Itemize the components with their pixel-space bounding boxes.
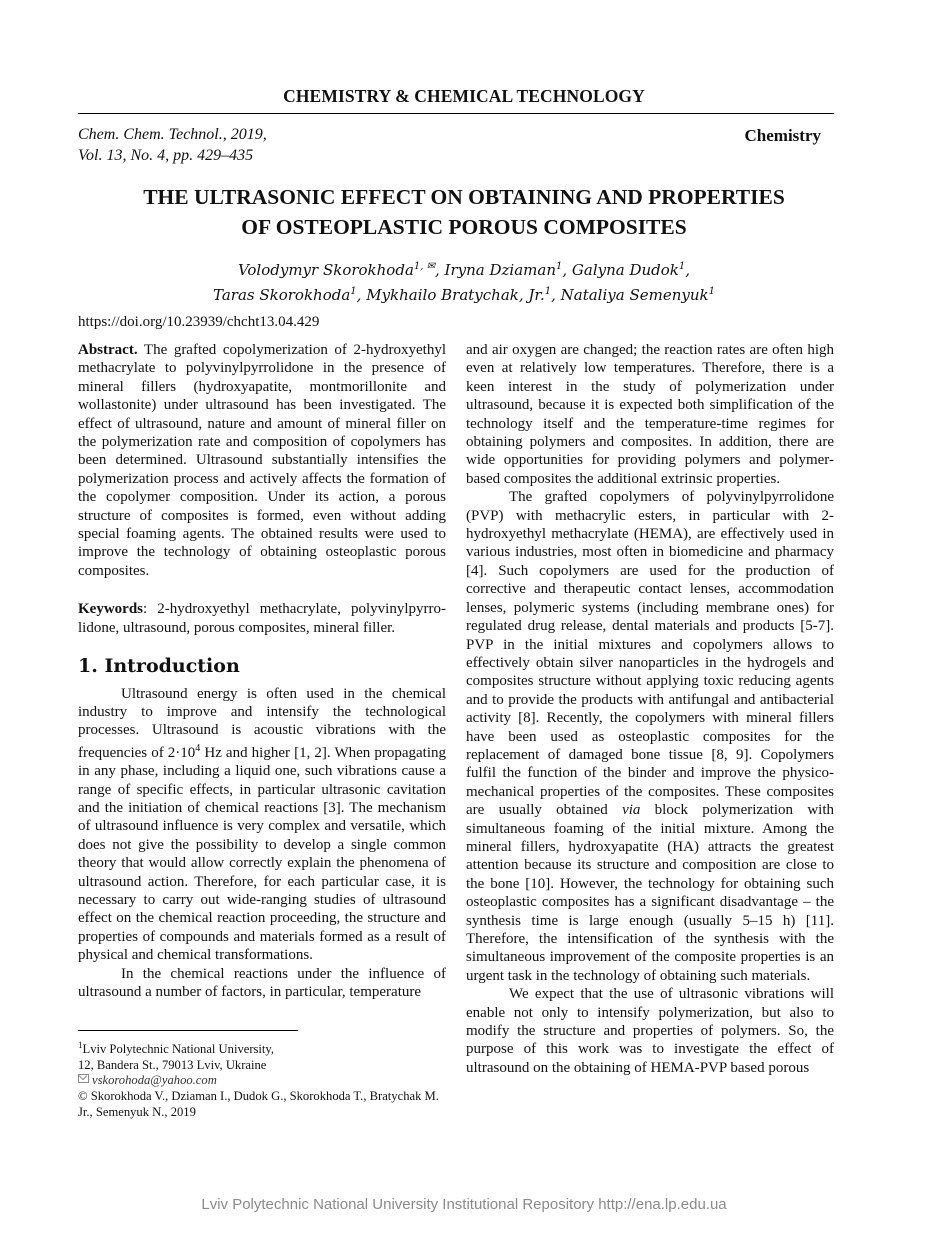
body-paragraph-3: We expect that the use of ultrasonic vibrations will enable not only to intensify polymerization, but also to modify the structure and properties of polymers. So, the purpose of this work was to investigate the effect of ultrasound on the obtaining of HEMA-PVP based porous (466, 986, 834, 1076)
intro-text: Ultrasound energy is often used in the chemical industry to improve and intensify the technological processes. Ultrasound is acoustic vibrations with the frequencies of 2·10 (78, 685, 446, 761)
copyright-line: © Skorokhoda V., Dziaman I., Dudok G., Skorokhoda T., Bratychak M. Jr., Semenyuk N., 2019 (78, 1088, 439, 1119)
left-column (78, 341, 446, 1001)
title-line-1: THE ULTRASONIC EFFECT ON OBTAINING AND PROPERTIES (143, 185, 785, 209)
footnote-rule (78, 1030, 298, 1031)
author-name: Volodymyr Skorokhoda (237, 261, 414, 279)
affiliation-text: Lviv Polytechnic National University, (82, 1042, 275, 1057)
paper-title (60, 182, 868, 242)
body-text: The grafted copolymers of polyvinylpyrrolidone (PVP) with methacrylic esters, in particular with 2-hydroxyethyl methacrylate (HEMA), are effectively used in various industries, most often in biomedicine and pharmacy [4]. Such copolymers are used for the production of corrective and therapeutic contact lenses, accommodation lenses, polymeric systems (including membrane ones) for regulated drug release, dental materials and products [5-7]. PVP in the initial mixtures and copolymers allows to effectively obtain silver nanoparticles in the hydrogels and composites structure without applying toxic reducing agents and to provide the products with antifungal and antibacterial activity [8]. Recently, the copolymers with mineral fillers have been used as osteoplastic composites for the replacement of damaged bone tissue [8, 9]. Copolymers fulfil the function of the binder and improve the physico-mechanical properties of the composites. These composites are usually obtained (466, 489, 834, 819)
keywords-text: : 2-hydroxyethyl methacrylate, polyvinylpyrrolidone, ultrasound, porous composites, mineral filler. (78, 601, 446, 636)
repository-footer[interactable]: Lviv Polytechnic National University Institutional Repository http://ena.lp.edu.ua (201, 1196, 727, 1213)
author-affiliation-mark: 1 (678, 261, 686, 272)
affiliation-mark: 1 (78, 1040, 83, 1050)
author-name: Galyna Dudok (571, 261, 679, 279)
footnotes (78, 1038, 446, 1120)
affiliation-line-1 (78, 1038, 446, 1058)
author-affiliation-mark: 1, ✉ (413, 261, 435, 272)
author-name: Taras Skorokhoda (213, 286, 351, 304)
citation (78, 124, 267, 166)
journal-header: CHEMISTRY & CHEMICAL TECHNOLOGY (283, 86, 645, 106)
right-column (466, 341, 834, 1077)
body-paragraph-1: and air oxygen are changed; the reaction rates are often high even at relatively low temperatures. Therefore, there is a keen interest in the study of polymerization under ultrasound, because it is expected both simplification of the technology itself and the temperature-time regimes for obtaining polymers and composites. In addition, there are wide opportunities for providing polymers and polymer-based composites the additional extrinsic properties. (466, 342, 834, 487)
keywords-label: Keywords (78, 601, 143, 618)
citation-line-2: Vol. 13, No. 4, pp. 429–435 (78, 147, 254, 164)
author-affiliation-mark: 1 (708, 286, 715, 297)
doi-link[interactable]: https://doi.org/10.23939/chcht13.04.429 (78, 314, 320, 330)
envelope-icon (78, 1074, 89, 1083)
author-name: Mykhailo Bratychak, Jr. (366, 286, 545, 304)
italic-via: via (622, 802, 641, 819)
author-affiliation-mark: 1 (556, 261, 563, 272)
header-rule (78, 113, 834, 114)
citation-line-1: Chem. Chem. Technol., 2019, (78, 126, 267, 143)
author-name: Iryna Dziaman (444, 261, 556, 279)
email-line (78, 1073, 446, 1089)
body-text: block polymerization with simultaneous foaming of the initial mixture. Among the mineral fillers, hydroxyapatite (HA) attracts the greatest attention because its structure and composition are close to the bone [10]. However, the technology for obtaining such osteoplastic composites has a significant disadvantage – the synthesis time is large enough (usually 5–15 h) [11]. Therefore, the intensification of the synthesis with the simultaneous improvement of the composite properties is an urgent task in the technology of obtaining such materials. (466, 802, 834, 984)
intro-paragraph-1 (78, 685, 446, 965)
subject-label: Chemistry (744, 126, 821, 145)
author-line-2: Taras Skorokhoda$^1$, Mykhailo Bratychak, Jr.$^1$, Nataliya Semenyuk$^1$ (213, 286, 715, 304)
title-line-2: OF OSTEOPLASTIC POROUS COMPOSITES (241, 215, 687, 239)
section-heading: 1. Introduction (78, 655, 240, 678)
author-affiliation-mark: 1 (350, 286, 357, 297)
author-affiliation-mark: 1 (544, 286, 552, 297)
abstract (78, 341, 446, 580)
affiliation-line-2: 12, Bandera St., 79013 Lviv, Ukraine (78, 1057, 267, 1072)
abstract-label: Abstract. (78, 342, 138, 358)
intro-text: Hz and higher [1, 2]. When propagating in any phase, including a liquid one, such vibrations cause a range of specific effects, in particular ultrasonic cavitation and the initiation of chemical reactions [3]. The mechanism of ultrasound influence is very complex and versatile, which does not give the possibility to develop a single common theory that would allow correctly explain the phenomena of ultrasound action. Therefore, for each particular case, it is necessary to carry out wide-ranging studies of ultrasound effect on the chemical reaction proceeding, the structure and properties of compounds and materials formed as a result of physical and chemical transformations. (78, 744, 446, 964)
keywords (78, 600, 446, 637)
exponent: 4 (195, 742, 201, 754)
body-paragraph-2 (466, 488, 834, 985)
author-list (60, 256, 868, 306)
email-link[interactable]: vskorohoda@yahoo.com (92, 1073, 217, 1088)
intro-paragraph-2: In the chemical reactions under the influence of ultrasound a number of factors, in particular, temperature (78, 965, 446, 1000)
abstract-text: The grafted copolymerization of 2-hydroxyethyl methacrylate to polyvinylpyrrolidone in the presence of mineral fillers (hydroxyapatite, montmorillonite and wollastonite) under ultrasound has been investigated. The effect of ultrasound, nature and amount of mineral filler on the polymerization rate and composition of copolymers has been determined. Ultrasound substantially intensifies the polymerization process and actively affects the formation of the copolymer composition. Under its action, a porous structure of composites is formed, even without adding special foaming agents. The obtained results were used to improve the technology of obtaining osteoplastic porous composites. (78, 342, 446, 579)
author-name: Nataliya Semenyuk (560, 286, 709, 304)
author-line-1: Volodymyr Skorokhoda$^{1, ✉}$, Iryna Dziaman$^1$, Galyna Dudok$^1$, (237, 261, 691, 279)
